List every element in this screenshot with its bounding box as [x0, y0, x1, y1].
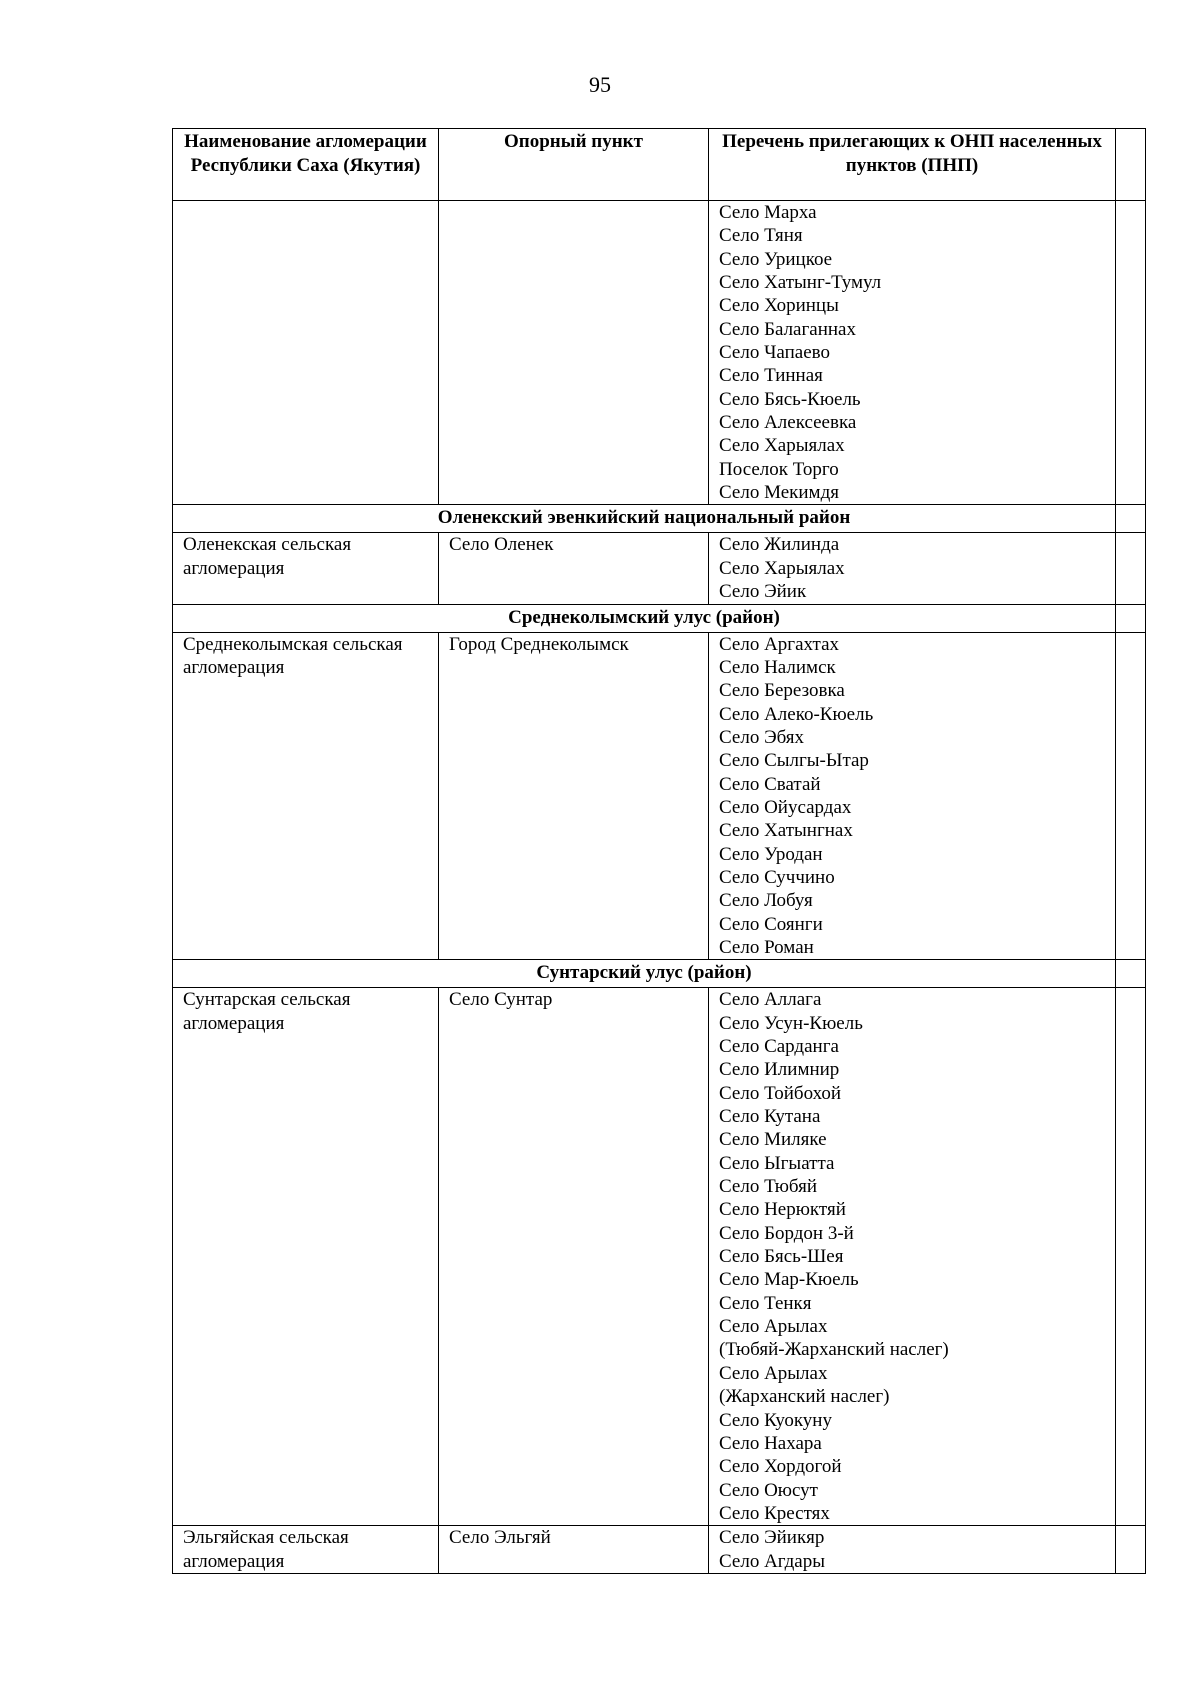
cell-settlements — [709, 632, 1116, 960]
settlement-item: Село Роман — [719, 936, 814, 958]
settlement-item: Село Агдары — [719, 1550, 826, 1572]
cell-agglomeration-name — [173, 632, 439, 960]
settlement-item: Поселок Торго — [719, 458, 839, 480]
agglomeration-name-line: агломерация — [183, 557, 285, 579]
cell-settlements — [709, 533, 1116, 604]
table-row-continuation — [173, 201, 1146, 505]
settlement-item: Село Сватай — [719, 773, 821, 795]
settlement-item: Село Уродан — [719, 843, 823, 865]
settlement-item: Село Крестях — [719, 1502, 830, 1524]
table-row — [173, 632, 1146, 960]
cell-extra — [1116, 201, 1146, 505]
settlement-item: Село Усун-Кюель — [719, 1012, 863, 1034]
settlement-item: Село Тюбяй — [719, 1176, 818, 1198]
cell-hub-empty — [439, 201, 709, 505]
settlement-item: Село Жилинда — [719, 534, 840, 556]
settlement-item: Село Арылах — [719, 1362, 828, 1384]
settlement-item: Село Мар-Кюель — [719, 1269, 859, 1291]
settlement-item: Село Илимнир — [719, 1059, 840, 1081]
section-header-row — [173, 604, 1146, 632]
cell-settlements — [709, 988, 1116, 1526]
cell-hub — [439, 533, 709, 604]
settlement-item: Село Чапаево — [719, 342, 830, 364]
settlement-item: Село Хатынг-Тумул — [719, 272, 882, 294]
cell-extra — [1116, 505, 1146, 533]
hub-name: Село Сунтар — [449, 989, 553, 1011]
settlement-item: Село Хатынгнах — [719, 820, 853, 842]
cell-agglomeration-name — [173, 988, 439, 1526]
cell-agglomeration-name — [173, 533, 439, 604]
table-row — [173, 1526, 1146, 1574]
settlement-item: Село Балаганнах — [719, 318, 856, 340]
settlement-item: Село Тенкя — [719, 1292, 812, 1314]
settlement-item: Село Нахара — [719, 1432, 822, 1454]
header-hub: Опорный пункт — [439, 129, 709, 201]
settlement-item: Село Тинная — [719, 365, 823, 387]
agglomeration-name-line: агломерация — [183, 1012, 285, 1034]
agglomeration-name-line: Сунтарская сельская — [183, 989, 351, 1011]
agglomeration-name-line: Эльгяйская сельская — [183, 1527, 349, 1549]
settlement-item: Село Арылах — [719, 1316, 828, 1338]
settlement-item: Село Кутана — [719, 1106, 821, 1128]
cell-extra — [1116, 604, 1146, 632]
settlement-item: Село Нерюктяй — [719, 1199, 846, 1221]
settlement-item: Село Соянги — [719, 913, 823, 935]
settlement-item: Село Урицкое — [719, 248, 833, 270]
settlement-item: Село Харыялах — [719, 435, 845, 457]
section-header-row — [173, 960, 1146, 988]
settlement-item: Село Куокуну — [719, 1409, 832, 1431]
settlement-item: Село Марха — [719, 202, 817, 223]
hub-name: Село Оленек — [449, 534, 554, 556]
section-title: Сунтарский улус (район) — [173, 960, 1116, 988]
settlement-item: Село Тяня — [719, 225, 803, 247]
settlement-item: Село Бясь-Шея — [719, 1246, 844, 1268]
cell-hub — [439, 632, 709, 960]
settlement-item: Село Оюсут — [719, 1479, 818, 1501]
settlement-item: Село Бясь-Кюель — [719, 388, 861, 410]
settlement-item: Село Мекимдя — [719, 482, 839, 504]
settlement-item: Село Лобуя — [719, 890, 813, 912]
agglomeration-name-line: агломерация — [183, 656, 285, 678]
settlement-item: Село Алеко-Кюель — [719, 703, 874, 725]
settlement-item: Село Хоринцы — [719, 295, 839, 317]
section-header-row — [173, 505, 1146, 533]
hub-name: Село Эльгяй — [449, 1527, 551, 1549]
settlement-item: Село Тойбохой — [719, 1082, 842, 1104]
cell-hub — [439, 1526, 709, 1574]
cell-extra — [1116, 960, 1146, 988]
settlement-item: Село Эбях — [719, 726, 805, 748]
cell-agglomeration-name — [173, 1526, 439, 1574]
table-header-row — [173, 129, 1146, 201]
settlement-item: Село Эйикяр — [719, 1527, 825, 1549]
settlement-item: Село Ойусардах — [719, 796, 852, 818]
table-row — [173, 533, 1146, 604]
cell-extra — [1116, 632, 1146, 960]
cell-settlements — [709, 1526, 1116, 1574]
page-number: 95 — [589, 72, 611, 97]
cell-settlements — [709, 201, 1116, 505]
header-empty-column — [1116, 129, 1146, 201]
cell-name-empty — [173, 201, 439, 505]
cell-hub — [439, 988, 709, 1526]
settlement-item: Село Бордон 3-й — [719, 1222, 854, 1244]
agglomeration-table — [172, 128, 1146, 1574]
header-settlements: Перечень прилегающих к ОНП населенных пунктов (ПНП) — [709, 129, 1116, 201]
cell-extra — [1116, 988, 1146, 1526]
settlement-item: Село Налимск — [719, 656, 836, 678]
hub-name: Город Среднеколымск — [449, 633, 629, 655]
settlement-item: Село Ыгыатта — [719, 1152, 835, 1174]
settlement-item: Село Хордогой — [719, 1456, 842, 1478]
cell-extra — [1116, 533, 1146, 604]
settlement-item: Село Миляке — [719, 1129, 827, 1151]
settlement-item: Село Сарданга — [719, 1036, 839, 1057]
cell-extra — [1116, 1526, 1146, 1574]
table-row — [173, 988, 1146, 1526]
agglomeration-name-line: Оленекская сельская — [183, 534, 352, 556]
agglomeration-name-line: Среднеколымская сельская — [183, 633, 403, 655]
settlement-item: Село Харыялах — [719, 557, 845, 579]
section-title: Оленекский эвенкийский национальный район — [173, 505, 1116, 533]
settlement-item: Село Суччино — [719, 866, 835, 888]
settlement-item: (Жарханский наслег) — [719, 1386, 890, 1408]
settlement-item: (Тюбяй-Жарханский наслег) — [719, 1339, 949, 1361]
settlement-item: Село Сылгы-Ытар — [719, 750, 869, 772]
agglomeration-name-line: агломерация — [183, 1550, 285, 1572]
header-agglomeration-name: Наименование агломерации Республики Саха (Якутия) — [173, 129, 439, 201]
settlement-item: Село Аллага — [719, 989, 822, 1011]
settlement-item: Село Алексеевка — [719, 412, 857, 434]
settlement-item: Село Эйик — [719, 581, 807, 603]
settlement-item: Село Аргахтах — [719, 633, 840, 655]
section-title: Среднеколымский улус (район) — [173, 604, 1116, 632]
settlement-item: Село Березовка — [719, 680, 845, 702]
